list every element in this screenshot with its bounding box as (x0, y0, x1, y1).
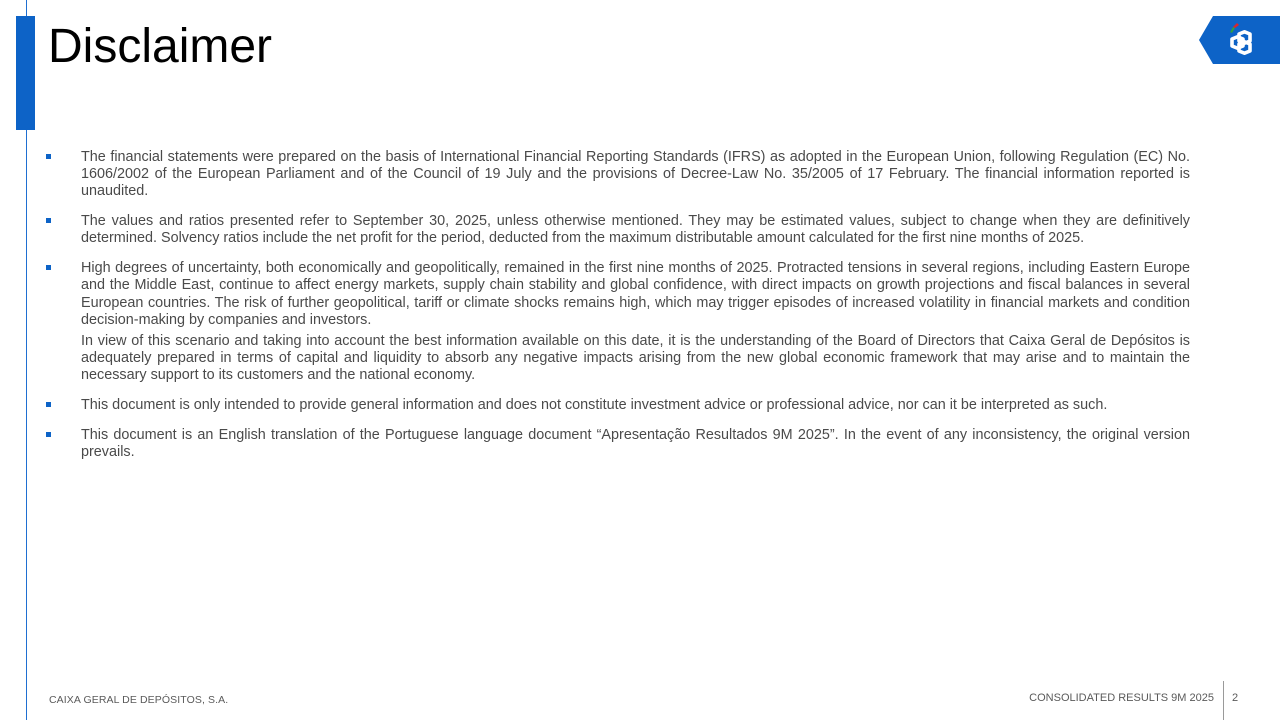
disclaimer-list (44, 149, 1190, 474)
disclaimer-item-ifrs (44, 149, 1190, 201)
cgd-logo-icon (1199, 16, 1280, 64)
page-number: 2 (1232, 692, 1239, 704)
disclaimer-item-text: High degrees of uncertainty, both economically and geopolitically, remained in the first nine months of 2025. Protracted tensions in several regions, including Eastern Europe and the Middle East, continue to affect energy markets, supply chain stability and global confidence, with direct impacts on growth projections and fiscal balances in several European countries. The risk of further geopolitical, tariff or climate shocks remains high, which may trigger episodes of increased volatility in financial markets and condition decision-making by companies and investors. (81, 260, 1190, 328)
page-title: Disclaimer (48, 20, 273, 73)
disclaimer-item-uncertainty (44, 260, 1190, 329)
disclaimer-item-translation (44, 427, 1190, 461)
disclaimer-item-general-info (44, 397, 1190, 414)
disclaimer-item-text: In view of this scenario and taking into account the best information available on this date, it is the understanding of the Board of Directors that Caixa Geral de Depósitos is adequately prepared in terms of capital and liquidity to absorb any negative impacts arising from the new global economic framework that may arise and to maintain the necessary support to its customers and the national economy. (81, 333, 1190, 384)
disclaimer-item-text: This document is only intended to provide general information and does not constitute investment advice or professional advice, nor can it be interpreted as such. (81, 397, 1108, 414)
disclaimer-item-board-view (44, 333, 1190, 385)
footer-report-title: CONSOLIDATED RESULTS 9M 2025 (1029, 692, 1214, 704)
disclaimer-item-text: This document is an English translation of the Portuguese language document “Apresentação Resultados 9M 2025”. In the event of any inconsistency, the original version prevails. (81, 427, 1190, 461)
footer-company-name: CAIXA GERAL DE DEPÓSITOS, S.A. (49, 694, 229, 706)
disclaimer-item-text: The financial statements were prepared on the basis of International Financial Reporting Standards (IFRS) as adopted in the European Union, following Regulation (EC) No. 1606/2002 of the European Parliament and of the Council of 19 July and the provisions of Decree-Law No. 35/2005 of 17 February. The financial information reported is unaudited. (81, 149, 1190, 200)
title-accent-bar (16, 16, 35, 130)
disclaimer-item-text: The values and ratios presented refer to September 30, 2025, unless otherwise mentioned. They may be estimated values, subject to change when they are definitively determined. Solvency ratios include the net profit for the period, deducted from the maximum distributable amount calculated for the first nine months of 2025. (81, 213, 1190, 247)
footer-divider (1223, 681, 1224, 720)
disclaimer-item-values-ratios (44, 213, 1190, 247)
